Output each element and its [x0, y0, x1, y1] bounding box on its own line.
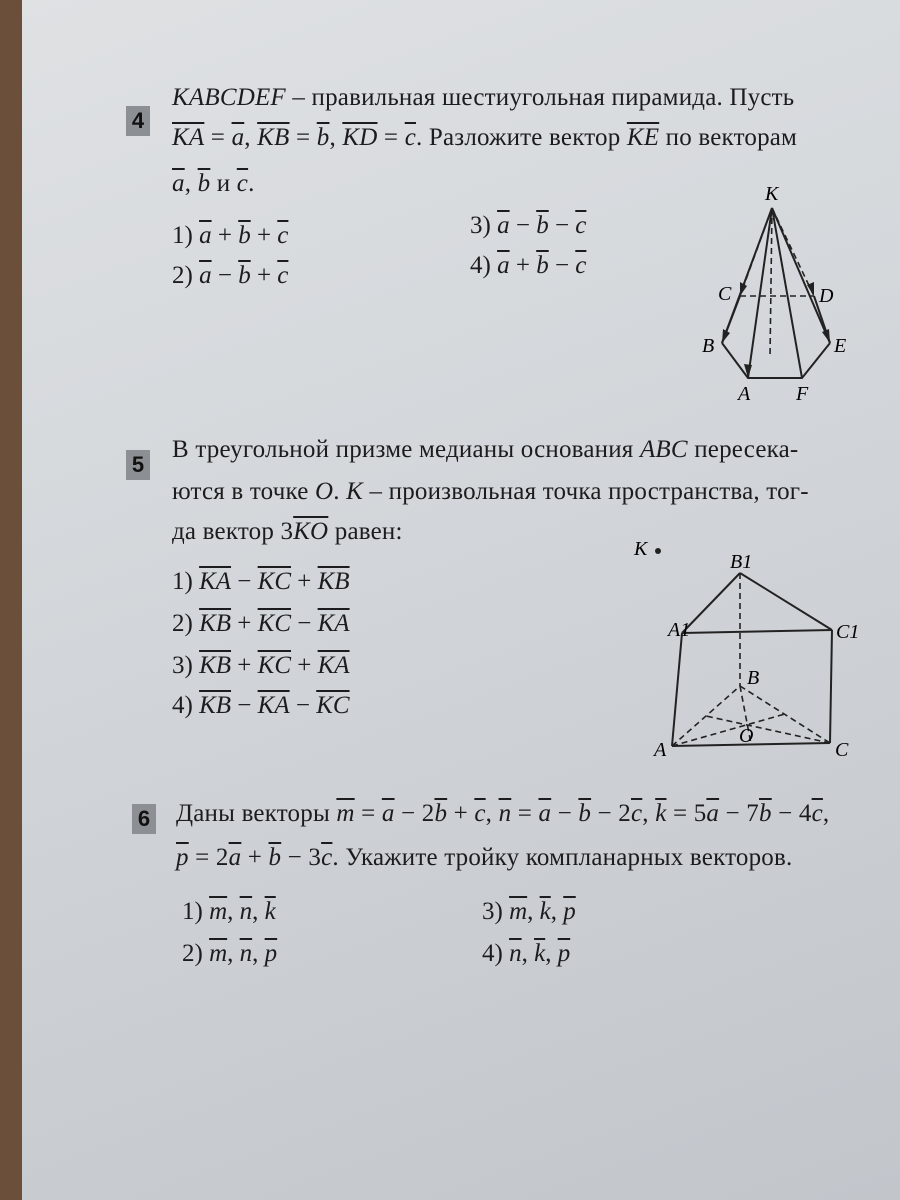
vertex-label: B [702, 335, 715, 357]
answer-option[interactable]: 2) $\overline{m}$, $\overline{n}$, $\overline{p}$ [182, 940, 278, 967]
prism-figure [612, 528, 872, 768]
problem-number: 5 [126, 450, 150, 480]
textbook-page [22, 0, 900, 1200]
problem-line: $\overline{p} = 2\overline{a} + \overline{b} - 3\overline{c}$. Укажите тройку компланарных векторов. [176, 844, 793, 871]
vertex-label: D [819, 285, 834, 307]
vertex-label: B1 [730, 551, 753, 573]
answer-option[interactable]: 1) $\overline{a} + \overline{b} + \overline{c}$ [172, 222, 289, 249]
vertex-label: C [718, 283, 732, 305]
answer-option[interactable]: 4) $\overline{a} + \overline{b} - \overline{c}$ [470, 252, 587, 279]
problem-number: 4 [126, 106, 150, 136]
pyramid-figure [682, 178, 872, 408]
vertex-label: E [834, 335, 847, 357]
problem-line: Даны векторы $\overline{m} = \overline{a} - 2\overline{b} + \overline{c}$, $\overline{n} = \overline{a} - \overline{b} - 2\overline{c}$, $\overline{k} = 5\overline{a} - 7\overline{b} - 4\overline{c}$, [176, 800, 830, 827]
problem-line: KABCDEF – правильная шестиугольная пирамида. Пусть [172, 84, 795, 111]
problem-line: В треугольной призме медианы основания ABC пересека- [172, 436, 799, 463]
problem-line: ются в точке O. K – произвольная точка пространства, тог- [172, 478, 809, 505]
vertex-label: F [796, 383, 809, 405]
answer-option[interactable]: 1) $\overline{m}$, $\overline{n}$, $\overline{k}$ [182, 898, 276, 925]
answer-option[interactable]: 4) $\overline{KB} - \overline{KA} - \overline{KC}$ [172, 692, 350, 719]
answer-option[interactable]: 4) $\overline{n}$, $\overline{k}$, $\overline{p}$ [482, 940, 571, 967]
vertex-label: C1 [836, 621, 860, 643]
answer-option[interactable]: 2) $\overline{KB} + \overline{KC} - \overline{KA}$ [172, 610, 350, 637]
vertex-label: C [835, 739, 849, 761]
problem-number: 6 [132, 804, 156, 834]
answer-option[interactable]: 3) $\overline{KB} + \overline{KC} + \overline{KA}$ [172, 652, 350, 679]
answer-option[interactable]: 3) $\overline{m}$, $\overline{k}$, $\overline{p}$ [482, 898, 576, 925]
vertex-label: A1 [668, 619, 691, 641]
vertex-label: A [738, 383, 751, 405]
vertex-label: B [747, 667, 760, 689]
point-label: O [739, 725, 754, 747]
answer-option[interactable]: 1) $\overline{KA} - \overline{KC} + \overline{KB}$ [172, 568, 350, 595]
problem-line: да вектор $3\overline{KO}$ равен: [172, 518, 403, 545]
problem-line: $\overline{KA} = \overline{a}$, $\overline{KB} = \overline{b}$, $\overline{KD} = \overline{c}$. Разложите вектор $\overline{KE}$ по векторам [172, 124, 798, 151]
vertex-label: K [765, 183, 779, 205]
point-label: K [634, 538, 648, 560]
answer-option[interactable]: 3) $\overline{a} - \overline{b} - \overline{c}$ [470, 212, 587, 239]
problem-line: $\overline{a}$, $\overline{b}$ и $\overline{c}$. [172, 170, 255, 197]
vertex-label: A [654, 739, 667, 761]
answer-option[interactable]: 2) $\overline{a} - \overline{b} + \overline{c}$ [172, 262, 289, 289]
